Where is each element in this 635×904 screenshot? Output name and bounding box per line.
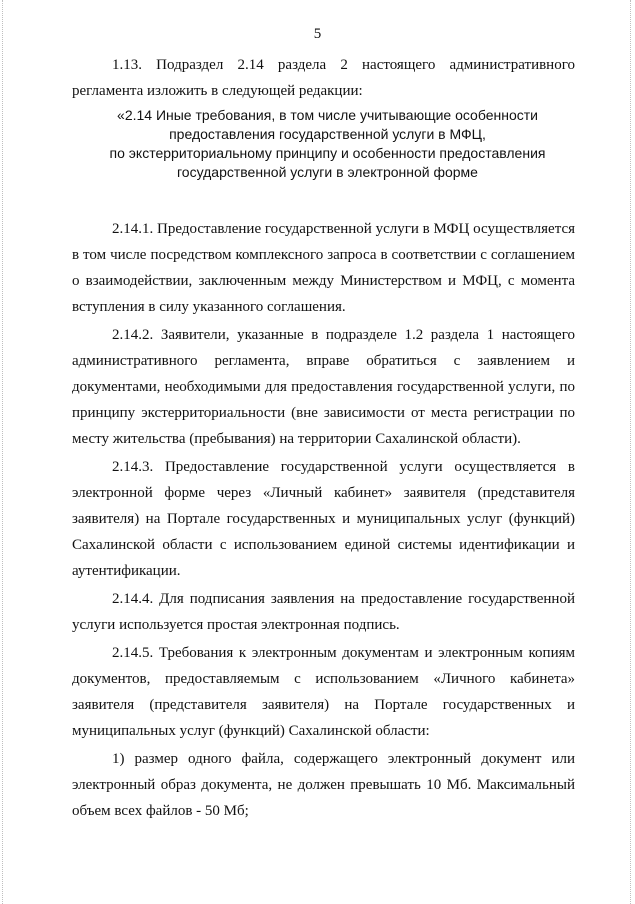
heading-line-4: государственной услуги в электронной форме [177,164,478,180]
heading-line-1: «2.14 Иные требования, в том числе учитывающие особенности [117,107,538,123]
list-item-1: 1) размер одного файла, содержащего электронный документ или электронный образ документа, не должен превышать 10 Мб. Максимальный объем всех файлов - 50 Мб; [72,751,575,819]
page-number: 5 [313,26,322,42]
heading-line-2: предоставления государственной услуги в МФЦ, [169,126,486,142]
paragraph-2-14-4: 2.14.4. Для подписания заявления на предоставление государственной услуги используется простая электронная подпись. [72,591,575,633]
paragraph-2-14-5: 2.14.5. Требования к электронным документам и электронным копиям документов, предоставляемым с использованием «Личного кабинета» заявителя (представителя заявителя) на Портале государственных и муниципальных услуг (функций) Сахалинской области: [72,645,575,739]
heading-line-3: по экстерриториальному принципу и особенности предоставления [109,145,546,161]
intro-paragraph: 1.13. Подраздел 2.14 раздела 2 настоящего административного регламента изложить в следующей редакции: [72,57,575,99]
scan-left-edge [2,0,5,904]
section-heading [72,106,575,182]
scan-right-edge [630,0,633,904]
paragraph-2-14-3: 2.14.3. Предоставление государственной услуги осуществляется в электронной форме через «Личный кабинет» заявителя (представителя заявителя) на Портале государственных и муниципальных услуг (функций) Сахалинской области с использованием единой системы идентификации и аутентификации. [72,459,575,579]
document-body [72,52,575,826]
heading-spacer [72,182,575,216]
paragraph-2-14-1: 2.14.1. Предоставление государственной услуги в МФЦ осуществляется в том числе посредством комплексного запроса в соответствии с соглашением о взаимодействии, заключенным между Министерством и МФЦ, с момента вступления в силу указанного соглашения. [72,221,575,315]
paragraph-2-14-2: 2.14.2. Заявители, указанные в подразделе 1.2 раздела 1 настоящего административного регламента, вправе обратиться с заявлением и документами, необходимыми для предоставления государственной услуги, по принципу экстерриториальности (вне зависимости от места регистрации по месту жительства (пребывания) на территории Сахалинской области). [72,327,575,447]
